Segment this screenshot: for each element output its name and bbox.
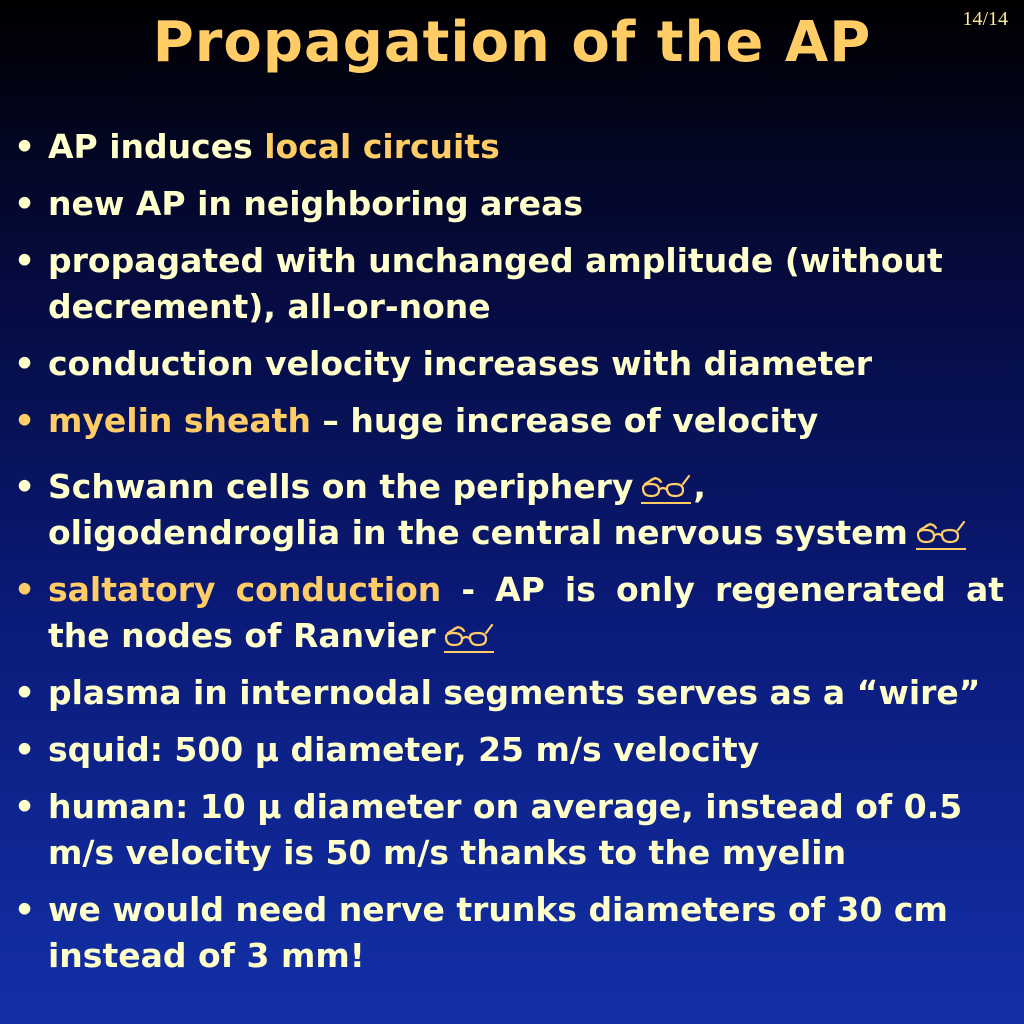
bullet-text	[48, 464, 1004, 556]
bullet-text	[48, 567, 1004, 659]
bullet-marker: •	[14, 241, 36, 280]
bullet-item	[14, 464, 1004, 556]
bullet-marker: •	[14, 401, 36, 440]
bullet-text: squid: 500 μ diameter, 25 m/s velocity	[48, 730, 760, 769]
bullet-marker: •	[14, 184, 36, 223]
bullet-item	[14, 784, 1004, 876]
bullet-marker: •	[14, 467, 36, 506]
glasses-icon[interactable]	[916, 520, 966, 550]
bullet-marker: •	[14, 344, 36, 383]
bullet-text-plain: – huge increase of velocity	[310, 401, 819, 440]
bullet-text: plasma in internodal segments serves as a “wire”	[48, 673, 981, 712]
bullet-marker: •	[14, 570, 36, 609]
glasses-icon[interactable]	[641, 474, 691, 504]
highlight-myelin-sheath: myelin sheath	[48, 401, 311, 440]
bullet-text-plain: Schwann cells on the periphery	[48, 467, 634, 506]
bullet-text: new AP in neighboring areas	[48, 184, 583, 223]
bullet-item	[14, 341, 1004, 387]
bullet-text-plain: AP induces	[48, 127, 265, 166]
bullet-item	[14, 670, 1004, 716]
bullet-text-plain: oligodendroglia in the central nervous system	[48, 513, 908, 552]
bullet-text: we would need nerve trunks diameters of 30 cm instead of 3 mm!	[48, 890, 948, 975]
bullet-item	[14, 887, 1004, 979]
bullet-text-plain: - AP is only regenerated at the nodes of Ranvier	[48, 570, 1004, 655]
bullet-item	[14, 567, 1004, 659]
bullet-marker: •	[14, 730, 36, 769]
page-number: 14/14	[962, 8, 1008, 30]
bullet-marker: •	[14, 787, 36, 826]
highlight-saltatory-conduction: saltatory conduction	[48, 570, 442, 609]
bullet-marker: •	[14, 890, 36, 929]
slide-title: Propagation of the AP	[152, 10, 872, 75]
bullet-item	[14, 398, 1004, 444]
bullet-text	[48, 124, 1004, 170]
bullet-text: conduction velocity increases with diameter	[48, 344, 873, 383]
highlight-local-circuits: local circuits	[264, 127, 500, 166]
bullet-text	[48, 398, 1004, 444]
bullet-item	[14, 181, 1004, 227]
glasses-icon[interactable]	[444, 623, 494, 653]
bullet-text-plain: ,	[693, 467, 706, 506]
bullet-list	[14, 124, 1004, 990]
bullet-marker: •	[14, 673, 36, 712]
bullet-item	[14, 124, 1004, 170]
bullet-text: propagated with unchanged amplitude (without decrement), all-or-none	[48, 241, 943, 326]
bullet-item	[14, 727, 1004, 773]
bullet-marker: •	[14, 127, 36, 166]
bullet-item	[14, 238, 1004, 330]
bullet-text: human: 10 μ diameter on average, instead of 0.5 m/s velocity is 50 m/s thanks to the myelin	[48, 787, 963, 872]
